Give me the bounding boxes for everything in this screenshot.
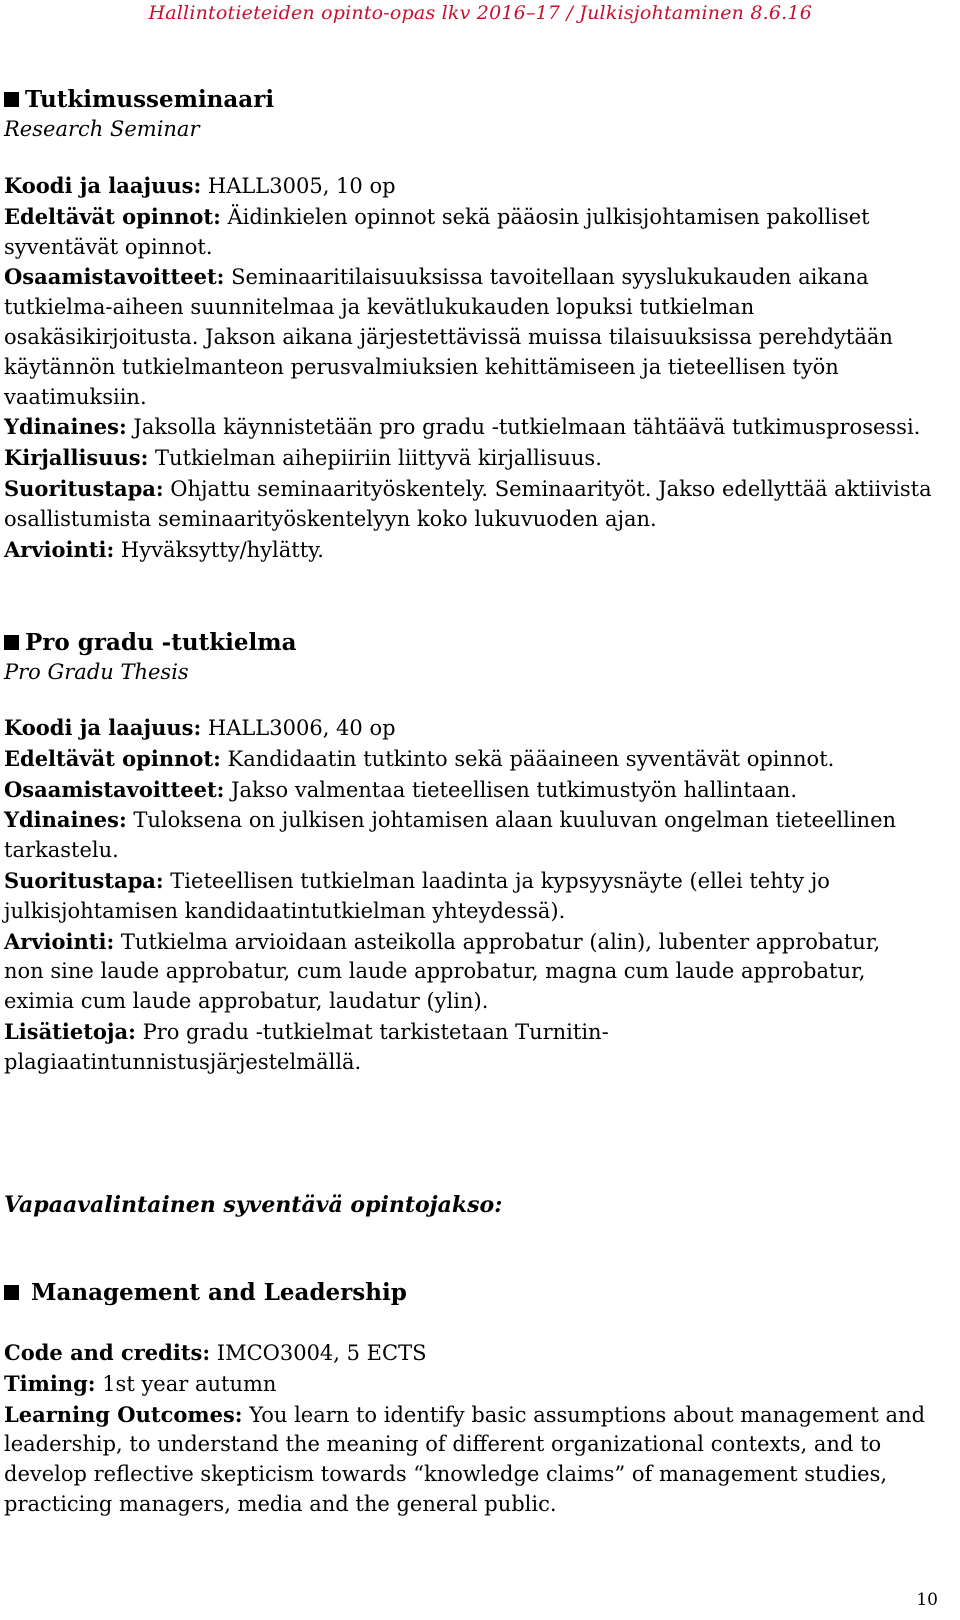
field-value: HALL3005, 10 op bbox=[201, 174, 396, 198]
field-code bbox=[4, 713, 914, 744]
field-label: Learning Outcomes: bbox=[4, 1401, 243, 1427]
field-value: Tieteellisen tutkielman laadinta ja kypsyysnäyte (ellei tehty jo julkisjohtamisen kandidaatintutkielman yhteydessä). bbox=[4, 868, 830, 923]
course-details bbox=[4, 1338, 944, 1520]
field-value: 1st year autumn bbox=[95, 1371, 277, 1396]
field-value: Tuloksena on julkisen johtamisen alaan kuuluvan ongelman tieteellinen tarkastelu. bbox=[4, 808, 897, 863]
field-label: Ydinaines: bbox=[4, 807, 127, 833]
field-value: You learn to identify basic assumptions about management and leadership, to understand the meaning of different organizational contexts, and to develop reflective skepticism towards “knowledge claims” of management studies, practicing managers, media and the general public. bbox=[4, 1402, 926, 1516]
course-title bbox=[4, 1279, 407, 1306]
page-number: 10 bbox=[916, 1590, 938, 1610]
field-assessment bbox=[4, 927, 914, 1017]
field-label: Lisätietoja: bbox=[4, 1018, 136, 1044]
course-subtitle: Research Seminar bbox=[4, 117, 200, 141]
field-label: Edeltävät opinnot: bbox=[4, 203, 221, 229]
field-value: Hyväksytty/hylätty. bbox=[114, 537, 324, 562]
field-label: Suoritustapa: bbox=[4, 475, 164, 501]
field-prerequisites bbox=[4, 202, 939, 263]
field-code bbox=[4, 1338, 944, 1369]
field-value: IMCO3004, 5 ECTS bbox=[210, 1341, 427, 1365]
field-label: Osaamistavoitteet: bbox=[4, 264, 225, 290]
field-label: Arviointi: bbox=[4, 928, 115, 954]
field-learning-outcomes bbox=[4, 262, 939, 412]
field-completion bbox=[4, 474, 939, 535]
field-learning-outcomes bbox=[4, 1400, 944, 1520]
field-label: Kirjallisuus: bbox=[4, 445, 149, 471]
field-label: Koodi ja laajuus: bbox=[4, 173, 202, 198]
field-completion bbox=[4, 866, 914, 927]
course-details bbox=[4, 171, 939, 565]
field-label: Ydinaines: bbox=[4, 414, 127, 440]
elective-section-heading: Vapaavalintainen syventävä opintojakso: bbox=[4, 1192, 503, 1218]
field-label: Suoritustapa: bbox=[4, 867, 164, 893]
field-assessment bbox=[4, 535, 939, 566]
field-label: Arviointi: bbox=[4, 536, 115, 562]
course-title-text: Pro gradu -tutkielma bbox=[25, 629, 297, 656]
field-value: Jaksolla käynnistetään pro gradu -tutkielmaan tähtäävä tutkimusprosessi. bbox=[126, 415, 921, 440]
field-label: Koodi ja laajuus: bbox=[4, 715, 202, 740]
field-additional-info bbox=[4, 1017, 704, 1078]
field-value: Ohjattu seminaarityöskentely. Seminaarityöt. Jakso edellyttää aktiivista osallistumista seminaarityöskentelyyn koko lukuvuoden ajan. bbox=[4, 476, 932, 531]
field-code bbox=[4, 171, 939, 202]
course-subtitle: Pro Gradu Thesis bbox=[4, 660, 189, 684]
field-content bbox=[4, 412, 939, 443]
field-learning-outcomes bbox=[4, 775, 914, 806]
field-value: Äidinkielen opinnot sekä pääosin julkisjohtamisen pakolliset syventävät opinnot. bbox=[4, 204, 870, 259]
field-value: Tutkielman aihepiiriin liittyvä kirjallisuus. bbox=[148, 446, 602, 471]
field-value: Kandidaatin tutkinto sekä pääaineen syventävät opinnot. bbox=[220, 746, 835, 771]
course-details bbox=[4, 713, 914, 1078]
field-label: Code and credits: bbox=[4, 1340, 211, 1365]
field-value: HALL3006, 40 op bbox=[201, 716, 396, 740]
field-value: Jakso valmentaa tieteellisen tutkimustyön hallintaan. bbox=[224, 777, 798, 802]
running-header: Hallintotieteiden opinto-opas lkv 2016–17 / Julkisjohtaminen 8.6.16 bbox=[148, 2, 812, 24]
square-bullet-icon bbox=[4, 92, 19, 107]
course-title bbox=[4, 86, 274, 113]
field-label: Osaamistavoitteet: bbox=[4, 776, 225, 802]
field-label: Timing: bbox=[4, 1370, 96, 1396]
square-bullet-icon bbox=[4, 1285, 19, 1300]
field-literature bbox=[4, 443, 939, 474]
course-title-text: Tutkimusseminaari bbox=[25, 86, 275, 113]
field-value: Pro gradu -tutkielmat tarkistetaan Turnitin-plagiaatintunnistusjärjestelmällä. bbox=[4, 1019, 609, 1074]
course-title bbox=[4, 629, 296, 656]
field-prerequisites bbox=[4, 744, 914, 775]
field-value: Seminaaritilaisuuksissa tavoitellaan syyslukukauden aikana tutkielma-aiheen suunnitelmaa ja kevätlukukauden lopuksi tutkielman osakäsikirjoitusta. Jakson aikana järjestettävissä muissa tilaisuuksissa perehdytään käytännön tutkielmanteon perusvalmiuksien kehittämiseen ja tieteellisen työn vaatimuksiin. bbox=[4, 265, 893, 409]
field-content bbox=[4, 805, 914, 866]
course-title-text: Management and Leadership bbox=[31, 1279, 407, 1306]
field-value: Tutkielma arvioidaan asteikolla approbatur (alin), lubenter approbatur, non sine laude approbatur, cum laude approbatur, magna cum laude approbatur, eximia cum laude approbatur, laudatur (ylin). bbox=[4, 929, 881, 1014]
square-bullet-icon bbox=[4, 635, 19, 650]
field-label: Edeltävät opinnot: bbox=[4, 745, 221, 771]
field-timing bbox=[4, 1369, 944, 1400]
